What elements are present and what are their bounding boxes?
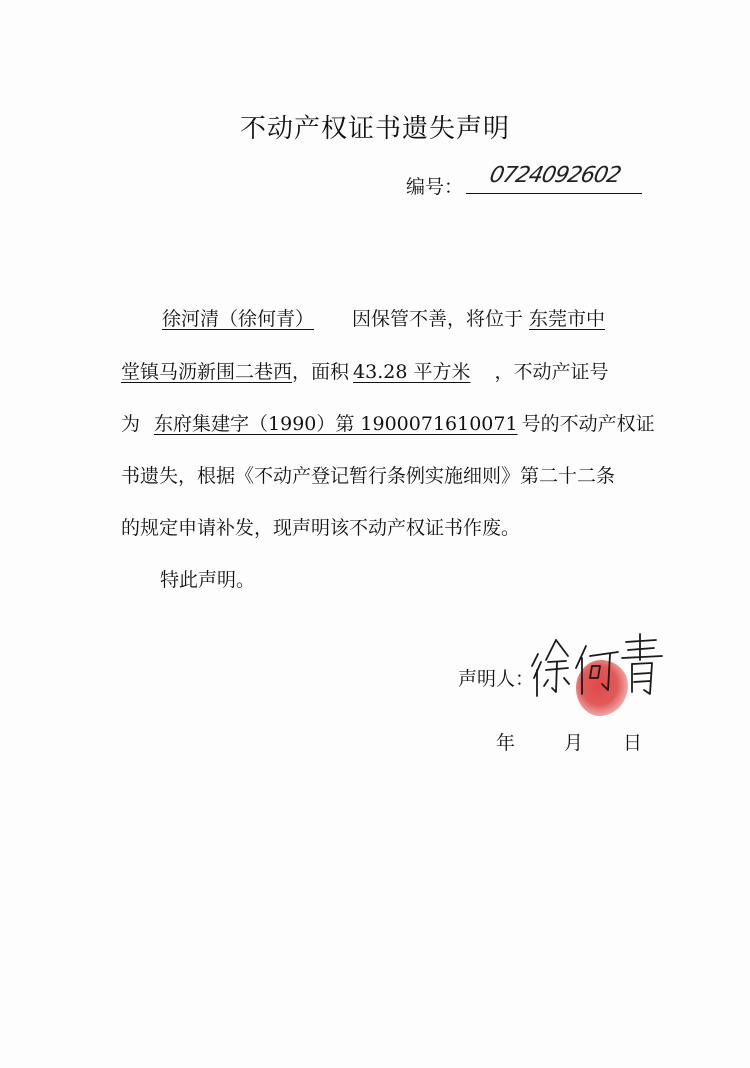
- paragraph-line-3: [121, 409, 655, 436]
- serial-number: 0724092602: [487, 163, 623, 188]
- text-lost-care: 因保管不善，将位于: [352, 308, 524, 330]
- cert-number: 东府集建字（1990）第 1900071610071: [154, 413, 518, 435]
- area-value: 43.28 平方米: [353, 361, 471, 383]
- location-part-2: 堂镇马沥新围二巷西: [121, 361, 293, 383]
- serial-field: [466, 163, 642, 194]
- owner-name-field: [150, 308, 348, 330]
- paragraph-line-2: [121, 357, 608, 384]
- date-month-label: 月: [564, 732, 584, 754]
- cert-number-field: [142, 413, 522, 435]
- document-title: 不动产权证书遗失声明: [239, 114, 510, 144]
- text-cert-no: ，不动产证号: [494, 361, 609, 383]
- date-year-label: 年: [496, 732, 516, 754]
- serial-label: 编号：: [406, 176, 464, 198]
- paragraph-line-4: 书遗失，根据《不动产登记暂行条例实施细则》第二十二条: [121, 465, 616, 487]
- handwritten-signature: [528, 626, 668, 706]
- paragraph-line-5: 的规定申请补发，现声明该不动产权证书作废。: [121, 517, 521, 539]
- owner-name: 徐河清（徐何青）: [162, 308, 315, 330]
- date-day-label: 日: [623, 732, 643, 754]
- closing-statement: 特此声明。: [160, 569, 256, 591]
- location-part-1: 东莞市中: [529, 308, 606, 330]
- text-area: ，面积: [292, 361, 350, 383]
- area-field: [349, 361, 494, 383]
- paragraph-line-1: [150, 304, 605, 331]
- text-of-cert: 号的不动产权证: [521, 413, 655, 435]
- text-wei: 为: [121, 413, 141, 435]
- declarant-label: 声明人：: [458, 668, 535, 690]
